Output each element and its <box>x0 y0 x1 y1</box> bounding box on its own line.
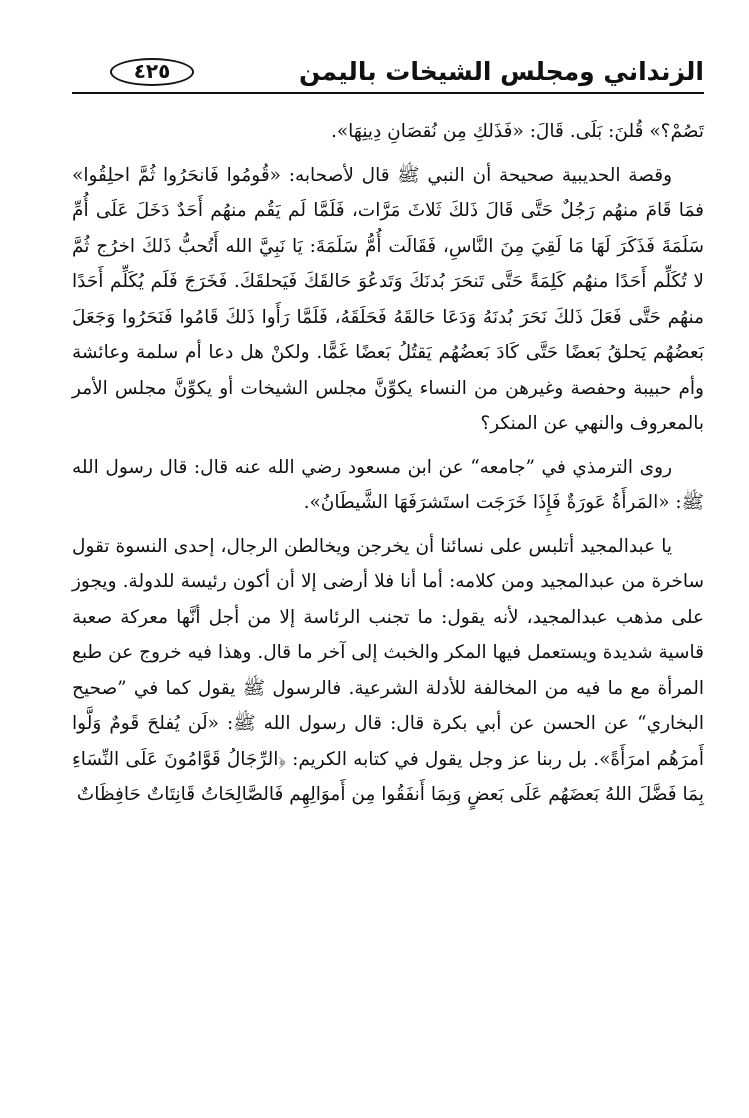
body-text <box>72 114 704 821</box>
paragraph-4: يا عبدالمجيد أتلبس على نسائنا أن يخرجن ويخالطن الرجال، إحدى النسوة تقول ساخرة من عبدالمجيد ومن كلامه: أما أنا فلا أرضى إلا أن أكون رئيسة للدولة. ويجوز على مذهب عبدالمجيد، لأنه يقول: ما تجنب الرئاسة إلا من أجل أنَّها معركة صعبة قاسية شديدة ويستعمل فيها المكر والخبث إلى آخر ما قال. وهذا فيه خروج عن طبع المرأة مع ما فيه من المخالفة للأدلة الشرعية. فالرسول ﷺ يقول كما في ”صحيح البخاري“ عن الحسن عن أبي بكرة قال: قال رسول الله ﷺ: «لَن يُفلحَ قَومٌ وَلَّوا أَمرَهُم امرَأَةً». بل ربنا عز وجل يقول في كتابه الكريم: ﴿الرِّجَالُ قَوَّامُونَ عَلَى النِّسَاءِ بِمَا فَضَّلَ اللهُ بَعضَهُم عَلَى بَعضٍ وَبِمَا أَنفَقُوا مِن أَموَالِهِم فَالصَّالِحَاتُ قَانِتَاتٌ حَافِظَاتٌ <box>72 535 704 805</box>
paragraph-3: روى الترمذي في ”جامعه“ عن ابن مسعود رضي الله عنه قال: قال رسول الله ﷺ: «المَرأَةُ عَورَةٌ فَإِذَا خَرَجَت استَشرَفَهَا الشَّيطَانُ». <box>72 456 704 513</box>
paragraph-2: وقصة الحديبية صحيحة أن النبي ﷺ قال لأصحابه: «قُومُوا فَانحَرُوا ثُمَّ احلِقُوا» فمَا قَامَ منهُم رَجُلٌ حَتَّى قَالَ ذَلكَ ثَلاثَ مَرَّات، فَلَمَّا لَم يَقُم منهُم أَحَدٌ دَخَلَ عَلَى أُمِّ سَلَمَةَ فَذَكَرَ لَهَا مَا لَقِيَ مِنَ النَّاسِ، فَقَالَت أُمُّ سَلَمَةَ: يَا نَبِيَّ الله أَتُحبُّ ذَلكَ اخرُج ثُمَّ لا تُكَلِّم أَحَدًا منهُم كَلِمَةً حَتَّى تَنحَرَ بُدنَكَ وَتَدعُوَ حَالقَكَ فَيَحلقَكَ. فَخَرَجَ فَلَم يُكَلِّم أَحَدًا منهُم حَتَّى فَعَلَ ذَلكَ نَحَرَ بُدنَهُ وَدَعَا حَالقَهُ فَحَلَقَهُ، فَلَمَّا رَأَوا ذَلكَ قَامُوا فَنَحَرُوا وَجَعَلَ بَعضُهُم يَحلقُ بَعضًا حَتَّى كَادَ بَعضُهُم يَقتُلُ بَعضًا غَمًّا. ولكنْ هل دعا أم سلمة وعائشة وأم حبيبة وحفصة وغيرهن من النساء يكوِّنَّ مجلس الشيخات أو يكوِّنَّ مجلس الأمر بالمعروف والنهي عن المنكر؟ <box>72 164 704 434</box>
header-rule <box>72 92 704 94</box>
page-header <box>72 52 704 98</box>
paragraph-1: تَصُمْ؟» قُلنَ: بَلَى. قَالَ: «فَذَلكِ مِن نُقصَانِ دِينِهَا». <box>330 121 704 142</box>
running-title: الزنداني ومجلس الشيخات باليمن <box>298 57 704 86</box>
page-number: ٤٢٥ <box>110 58 194 86</box>
